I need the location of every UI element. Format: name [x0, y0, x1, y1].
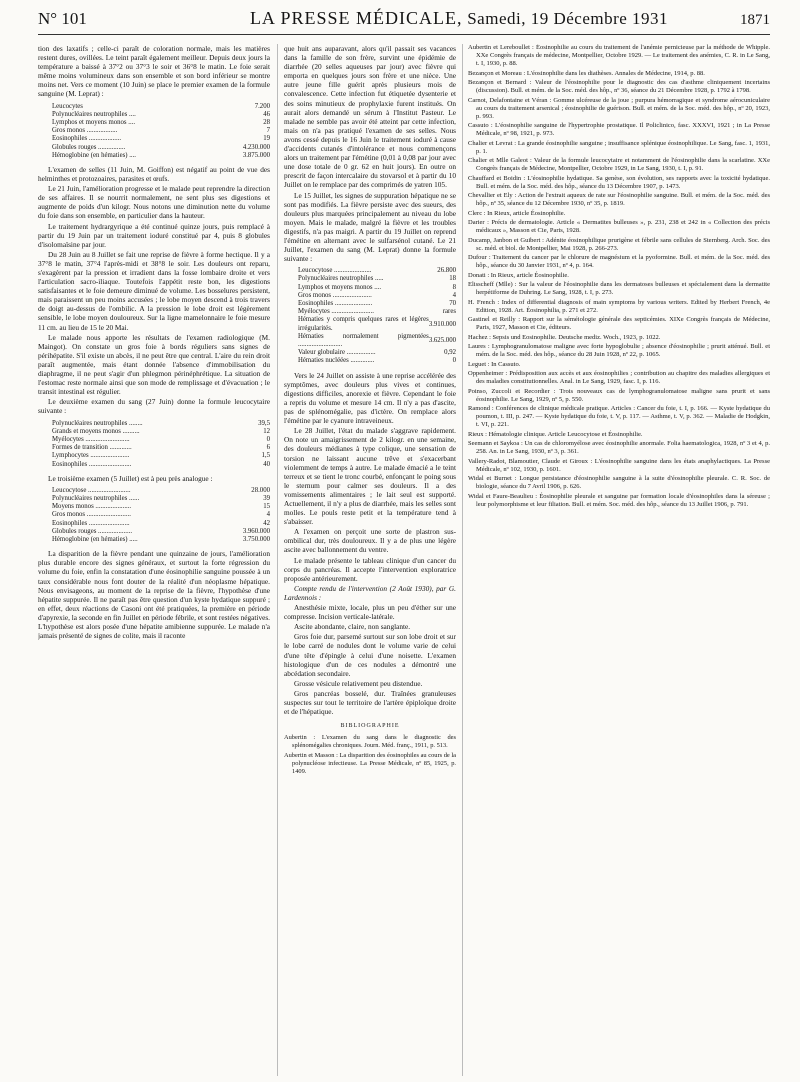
reference-entry: Bezançon et Bernard : Valeur de l'éosinophilie pour le diagnostic des cas d'asthme cliniquement incertains (discussion). Bull. et mém. de la Soc. méd. des hôp., nº 36, séance du 21 Décembre 1928, p. 1792 à 1798.	[468, 79, 770, 94]
row-label: Hématies y compris quelques rares et légères irrégularités.	[298, 316, 429, 332]
row-value: 0,92	[444, 349, 456, 357]
table-row	[284, 316, 456, 332]
row-label: Myélocytes ..........................	[52, 435, 130, 443]
table-row	[38, 452, 270, 460]
row-value: 0	[452, 357, 456, 365]
table-row	[38, 503, 270, 511]
table-row	[38, 528, 270, 536]
table-row	[38, 119, 270, 127]
row-value: 40	[263, 460, 270, 468]
row-value: 28.000	[251, 486, 270, 494]
table-row	[38, 487, 270, 495]
row-label: Polynucléaires neutrophiles .....	[298, 275, 384, 283]
row-value: 4.230.000	[242, 143, 270, 151]
paragraph: Le 21 Juin, l'amélioration progresse et le malade peut reprendre la direction de ses affaires. Il se nourrit normalement, ne sent plus ses digestions et augmente de poids d'un kilogr. Nous notons une diminution nette du volume du foie dans son ensemble, en particulier dans la hauteur.	[38, 184, 270, 221]
row-label: Lymphocytes .......................	[52, 452, 130, 460]
row-value: 70	[449, 300, 456, 308]
paragraph: que huit ans auparavant, alors qu'il passait ses vacances dans la famille de son frère, survint une épidémie de diarrhée (20 selles aqueuses par jour) avec fièvre qui emporta en quelques jours son frère et une nièce. Une autre jeune fille guérit après plusieurs mois de convalescence. Cette infection fut étiquetée dysenterie et des soins minutieux de prophylaxie furent institués. On aurait alors demandé un sérum à l'Institut Pasteur. Le malade ne semble pas avoir été atteint par cette infection, mais on n'a pas pratiqué l'examen de ses selles. Nous avons cessé depuis le 16 Juin le traitement ioduré à cause d'accidents cutanés d'intolérance et nous commençons alors un traitement par l'émétine (0,01 à 0,08 par jour avec une dose totale de 0 gr. 62 en huit jours). En outre on prescrit de façon intercalaire du stovarsol et à partir du 10 Juillet on le remplace par des comprimés de yatren 105.	[284, 44, 456, 190]
row-label: Valeur globulaire .................	[298, 349, 376, 357]
row-value: 15	[263, 503, 270, 511]
table-row	[284, 349, 456, 357]
reference-entry: Carnot, Delafontaine et Véran : Gomme ulcéreuse de la joue ; purpura hémorragique et syndrome aérocuniculaire au cours du traitement arsenical ; éosinophilie de guérison. Bull. et mém. de la Soc. méd. des hôp., nº 20, 1923, p. 993.	[468, 96, 770, 120]
table-row	[284, 300, 456, 308]
row-value: 19	[263, 135, 270, 143]
row-label: Eosinophiles ......................	[298, 300, 373, 308]
column-divider	[277, 44, 278, 1076]
paragraph: La disparition de la fièvre pendant une quinzaine de jours, l'amélioration plus durable encore des signes généraux, et surtout la forte régression du volume du foie, enfin la constatation d'une éosinophilie sanguine poussée à un taux considérable nous font douter de la réalité d'un néoplasme hépatique. Nous envisageons, au moment de la reprise de la fièvre, l'hypothèse d'une hépatite suppurée. Il ne paraît pas être question d'un kyste hydatique suppuré ; en effet, deux réactions de Casoni ont été pratiquées, la première en période d'apyrexie, la seconde en fin Juillet en période fébrile, et sont restées négatives. L'hypothèse est alors posée d'une hépatite amibienne suppurée. Le malade n'a jamais présenté de signes de colite, mais il raconte	[38, 549, 270, 641]
blood-formula-table-1	[38, 103, 270, 160]
reference-entry: Poinso, Zuccoli et Recordier : Trois nouveaux cas de lymphogranulomatose maligne sans prurit et sans éosinophilie. Le Sang, 1929, nº 5, p. 550.	[468, 387, 770, 403]
reference-entry: Donati : In Rieux, article Éosinophilie.	[468, 271, 569, 279]
paragraph: Ascite abondante, claire, non sanglante.	[294, 622, 411, 632]
reference-entry: Aubertin : L'examen du sang dans le diagnostic des splénomégalies chroniques. Journ. Méd. franç., 1911, p. 513.	[284, 734, 456, 750]
column-1	[38, 44, 270, 1076]
paragraph: L'examen de selles (11 Juin, M. Goiffon) est négatif au point de vue des helminthes et protozoaires, parasites et œufs.	[38, 164, 270, 184]
table-row	[284, 357, 456, 365]
row-label: Grands et moyens monos ..........	[52, 427, 140, 435]
reference-entry: Clerc : In Rieux, article Éosinophilie.	[468, 209, 566, 217]
row-value: 39,5	[258, 419, 270, 427]
reference-entry: Ramond : Conférences de clinique médicale pratique. Articles : Cancer du foie, t. I, p. 166. — Kyste hydatique du poumon, t. III, p. 247. — Kyste hydatique du foie, t. V, p. 117. — Asthme, t. V, p. 362. — Maladie de Hodgkin, t. VI, p. 221.	[468, 405, 770, 428]
table-row	[38, 152, 270, 160]
reference-entry: Ducamp, Janbon et Guibert : Adénite éosinophilique prurigène et fébrile sans cellules de Sternberg. Arch. Soc. des sc. méd. et biol. de Montpellier, Mai 1928, p. 266-273.	[468, 236, 770, 252]
row-label: Hématies nucléées ..............	[298, 357, 375, 365]
row-value: 3.625.000	[428, 336, 456, 344]
reference-entry: Rieux : Hématologie clinique. Article Leucocytose et Éosinophilie.	[468, 430, 643, 438]
reference-entry: Hachez : Sepsis und Eosinophilie. Deutsche mediz. Woch., 1923, p. 1022.	[468, 333, 661, 341]
row-value: 8	[452, 283, 456, 291]
table-row	[38, 536, 270, 544]
reference-entry: Bezançon et Moreau : L'éosinophilie dans les diathèses. Annales de Médecine, 1914, p. 88.	[468, 69, 705, 77]
paragraph: Le malade nous apporte les résultats de l'examen radiologique (M. Maingot). On constate un gros foie à bords réguliers sans signes de périhépatite. S'il existe un abcès, il ne peut être que central. L'aire du rein droit paraît augmentée, mais étant donnée l'absence d'immobilisation du diaphragme, il ne peut s'agir d'un phlegmon périnéphrétique. La situation de l'estomac reste normale ainsi que son mode de remplissage et d'évacuation ; le transit intestinal est régulier.	[38, 332, 270, 397]
table-row	[38, 461, 270, 469]
reference-entry: Chevallier et Ely : Action de l'extrait aqueux de rate sur l'éosinophilie sanguine. Bull. et mém. de la Soc. méd. des hôp., nº 35, séance du 12 Décembre 1930, nº 35, p. 1819.	[468, 192, 770, 207]
reference-entry: Elisscheff (Mlle) : Sur la valeur de l'éosinophilie dans les dermatoses bulleuses et spécialement dans la dermatite herpétiforme de Duhring. Le Sang, 1928, t. I, p. 273.	[468, 281, 770, 296]
bibliography-list	[284, 734, 456, 776]
table-row	[284, 308, 456, 316]
paragraph: Le 28 Juillet, l'état du malade s'aggrave rapidement. On note un amaigrissement de 2 kilogr. en une semaine, des douleurs médianes à type colique, une sensation de torsion ne laissant aucune trêve et s'exacerbant violemment de temps à autre. Le malade émacié a le teint terreux et se tient le tronc courbé, enfonçant le poing sous le sternum pour calmer ses douleurs. Il a des vomissements alimentaires ; le lait seul est supporté. Actuellement, il n'y a plus de diarrhée, mais les selles sont molles. Le pouls reste petit et la température tend à s'abaisser.	[284, 426, 456, 527]
row-value: 4	[452, 291, 456, 299]
issue-date: Samedi, 19 Décembre 1931	[467, 9, 669, 28]
page-number: 1871	[740, 12, 770, 28]
column-divider	[462, 44, 463, 1076]
journal-name: LA PRESSE MÉDICALE,	[249, 8, 463, 28]
paragraph: Anesthésie mixte, locale, plus un peu d'éther sur une compresse. Incision verticale-latérale.	[284, 603, 456, 622]
reference-entry: Oppenheimer : Prédisposition aux accès et aux éosinophilies ; contribution au chapitre des maladies allergiques et des maladies constitutionnelles. Anal. in Le Sang, 1929, fasc. I, p. 116.	[468, 370, 770, 385]
row-label: Globules rouges ................	[52, 143, 126, 151]
reference-entry: Chalier et Mlle Galeot : Valeur de la formule leucocytaire et notamment de l'éosinophilie dans la scarlatine. XXe Congrès français de Médecine, Montpellier, Octobre 1929, in Le Sang, 1930, t. I, p. 91.	[468, 157, 770, 172]
row-value: 3.910.000	[428, 320, 456, 328]
row-value: 3.750.000	[242, 536, 270, 544]
table-row	[284, 284, 456, 292]
row-label: Eosinophiles ...................	[52, 135, 122, 143]
table-row	[284, 292, 456, 300]
row-value: 1,5	[261, 452, 270, 460]
page-header	[38, 8, 770, 35]
row-label: Eosinophiles .........................	[52, 460, 132, 468]
paragraph: Du 28 Juin au 8 Juillet se fait une reprise de fièvre à forme hectique. Il y a 37°8 le matin, 37°4 l'après-midi et 38°8 le soir. Les douleurs ont reparu, s'exagèrent par la pression et irradient dans la fosse lombaire droite et vers l'articulation sacro-iliaque. Toutefois l'appétit reste bon, les digestions satisfaisantes et le foie demeure diminué de volume. Les bosselures persistent, mais paraissent un peu moins accusées ; le lobe moyen descend à trois travers de doigt au-dessus de l'ombilic. A la pression le lobe droit est légèrement sensible, le lobe moyen douloureux. Sur la ligne mamelonnaire le foie mesure 11 cm. au lieu de 15 le 20 Mai.	[38, 249, 270, 332]
reference-entry: Cassuto : L'éosinophilie sanguine de l'hypertrophie prostatique. Il Policlinico, fasc. XXXVI, 1921 ; in La Presse Médicale, nº 98, 1921, p. 973.	[468, 122, 770, 137]
blood-formula-table-4	[284, 267, 456, 365]
paragraph: Le 15 Juillet, les signes de suppuration hépatique ne se sont pas modifiés. La fièvre persiste avec des sueurs, des douleurs plus marquées principalement au niveau du lobe moyen. Mais le malade, malgré la fièvre et les troubles digestifs, n'a pas maigri. A partir du 19 Juillet on reprend l'émétine en alternant avec le sulfarsénol cutané. Le 21 Juillet, l'examen du sang (M. Leprat) donne la formule suivante :	[284, 190, 456, 264]
reference-entry: Widal et Burnet : Longue persistance d'éosinophilie sanguine à la suite d'éosinophilie pleurale. C. R. Soc. de biologie, séance du 7 Avril 1906, p. 626.	[468, 475, 770, 490]
paragraph: Grosse vésicule relativement peu distendue.	[294, 678, 423, 688]
row-label: Hémoglobine (en hématies) ....	[52, 151, 136, 159]
row-label: Lymphos et moyens monos ....	[298, 283, 382, 291]
paragraph: Le traitement hydrargyrique a été continué quinze jours, puis remplacé à partir du 19 Juin par un traitement ioduré constitué par 4, puis 8 globules d'isolomaïsine par jour.	[38, 221, 270, 249]
row-label: Moyens monos .....................	[52, 503, 132, 511]
row-label: Globules rouges ....................	[52, 527, 133, 535]
row-label: Hémoglobine (en hématies) .....	[52, 536, 138, 544]
table-row	[38, 144, 270, 152]
row-value: 18	[449, 275, 456, 283]
column-2	[284, 44, 456, 1076]
table-row	[38, 495, 270, 503]
row-label: Leucocytose .........................	[52, 486, 131, 494]
row-label: Gros monos ..................	[52, 127, 118, 135]
row-label: Leucocytose ......................	[298, 267, 372, 275]
row-label: Formes de transition .............	[52, 444, 132, 452]
blood-formula-table-3	[38, 487, 270, 544]
table-row	[38, 103, 270, 111]
paragraph: Le troisième examen (5 Juillet) est à peu près analogue :	[48, 473, 213, 483]
row-label: Myélocytes .........................	[298, 308, 374, 316]
row-label: Lymphos et moyens monos ....	[52, 118, 136, 126]
table-row	[38, 436, 270, 444]
table-row	[38, 135, 270, 143]
reference-entry: Chauffard et Boidin : L'éosinophilie hydatique. Sa genèse, son évolution, ses rapports avec la toxicité hydatique. Bull. et mém. de la Soc. méd. des hôp., séance du 13 Décembre 1907, p. 1473.	[468, 174, 770, 190]
issue-number: N° 101	[38, 9, 87, 28]
row-value: 26.800	[437, 267, 456, 275]
reference-entry: Seemann et Saykoa : Un cas de chloromyélose avec éosinophilie anormale. Folia haematologica, 1928, nº 3 et 4, p. 258. An. in Le Sang, 1930, nº 3, p. 361.	[468, 440, 770, 455]
table-row	[284, 267, 456, 275]
paragraph: Compte rendu de l'intervention (2 Août 1930), par G. Lardennois :	[284, 583, 456, 602]
row-label: Eosinophiles ........................	[52, 519, 130, 527]
reference-entry: Laures : Lymphogranulomatose maligne avec forte hypoglobulie ; absence d'éosinophilie ; prurit atténué. Bull. et mém. de la Soc. méd. des hôp., séance du 28 Juin 1928, nº 22, p. 1065.	[468, 343, 770, 358]
paragraph: Le deuxième examen du sang (27 Juin) donne la formule leucocytaire suivante :	[38, 397, 270, 416]
journal-title	[218, 8, 700, 29]
table-row	[38, 420, 270, 428]
reference-entry: Aubertin et Lereboullet : Éosinophilie au cours du traitement de l'anémie pernicieuse par la méthode de Whipple. XXe Congrès français de médecine, Montpellier, Octobre 1929. — Le traitement des anémies, C. R. in Le Sang, t. I, 1930, p. 88.	[468, 44, 770, 67]
row-label: Polynucléaires neutrophiles ....	[52, 110, 136, 118]
reference-entry: Leguet : In Cassuto.	[468, 360, 521, 368]
row-value: 46	[263, 110, 270, 118]
reference-entry: Gastinel et Reilly : Rapport sur la séméiologie générale des septicémies. XIXe Congrès français de Médecine, Paris, 1927, Masson et Cie, éditeurs.	[468, 316, 770, 331]
row-label: Polynucléaires neutrophiles ......	[52, 495, 140, 503]
row-value: 6	[266, 444, 270, 452]
table-row	[38, 428, 270, 436]
row-value: 3.875.000	[242, 151, 270, 159]
table-row	[38, 444, 270, 452]
row-label: Polynucléaires neutrophiles ........	[52, 419, 143, 427]
reference-entry: Chalier et Levrat : La grande éosinophilie sanguine ; insuffisance splénique éosinophilique. Le Sang, fasc. 1, 1931, p. 1.	[468, 139, 770, 155]
reference-entry: Vallery-Radot, Blamoutier, Claude et Giroux : L'éosinophilie sanguine dans les états anaphylactiques. La Presse Médicale, nº 102, 1930, p. 1601.	[468, 457, 770, 473]
row-value: 7	[266, 127, 270, 135]
reference-entry: Darier : Précis de dermatologie. Article « Dermatites bulleuses », p. 231, 238 et 242 in « Collection des précis médicaux », Masson et Cie, Paris, 1928.	[468, 219, 770, 234]
row-label: Hématies normalement pigmentées ..........................	[298, 332, 429, 349]
row-value: 0	[266, 435, 270, 443]
paragraph: Gros foie dur, parsemé surtout sur son lobe droit et sur le lobe carré de nodules dont le volume varie de celui d'une tête d'épingle à celui d'une noisette. L'examen histologique d'un de ces nodules a démontré une abcédation secondaire.	[284, 632, 456, 678]
row-value: rares	[442, 308, 456, 316]
row-value: 42	[263, 519, 270, 527]
reference-entry: Aubertin et Masson : La disparition des éosinophiles au cours de la polynucléose infectieuse. La Presse Médicale, nº 85, 1925, p. 1409.	[284, 752, 456, 776]
reference-entry: Widal et Faure-Beaulieu : Éosinophilie pleurale et sanguine par formation locale d'éosinophiles dans la séreuse ; leur polymorphisme et leur filiation. Bull. et mém. Soc. méd. des hôp., séance du 13 Juillet 1906, p. 791.	[468, 492, 770, 508]
row-label: Gros monos ..........................	[52, 511, 131, 519]
table-row	[38, 127, 270, 135]
row-value: 12	[263, 427, 270, 435]
blood-formula-table-2	[38, 420, 270, 469]
table-row	[38, 111, 270, 119]
paragraph: Vers le 24 Juillet on assiste à une reprise accélérée des symptômes, avec douleurs plus vives et continues, digestions difficiles, anorexie et fièvre. Cependant le foie a repris du volume et mesure 14 cm. Il n'y a pas d'ascite, pas de splénomégalie, pas d'ictère. On remplace alors l'émétine par le cyanure intraveineux.	[284, 370, 456, 426]
bibliography-heading: BIBLIOGRAPHIE	[340, 723, 400, 730]
table-row	[284, 275, 456, 283]
table-row	[284, 333, 456, 349]
row-value: 28	[263, 118, 270, 126]
row-value: 39	[263, 495, 270, 503]
row-value: 7.200	[254, 102, 270, 110]
row-value: 3.960.000	[242, 527, 270, 535]
row-value: 4	[266, 511, 270, 519]
paragraph: Gros pancréas bosselé, dur. Traînées granuleuses suspectes sur tout le territoire de l'artère épiploïque droite et de l'hépatique.	[284, 688, 456, 717]
row-label: Gros monos .......................	[298, 291, 372, 299]
paragraph: tion des laxatifs ; celle-ci paraît de coloration normale, mais les matières restent dures, ovillées. Le teint paraît également meilleur. Depuis deux jours la température a baissé à 37°2 ou 37°3 le soir et 36°8 le matin. Le foie serait même moins volumineux dans son ensemble et son bord inférieur se montre moins net. Vers ce moment (10 Juin) se place le premier examen de la formule sanguine (M. Leprat) :	[38, 44, 270, 99]
paragraph: A l'examen on perçoit une sorte de plastron sus-ombilical dur, très douloureux. Il y a de plus une légère ascite avec ballonnement du ventre.	[284, 527, 456, 555]
table-row	[38, 511, 270, 519]
row-label: Leucocytes	[52, 102, 83, 110]
reference-entry: Dufour : Traitement du cancer par le chlorure de magnésium et la pyoformine. Bull. et mém. de la Soc. méd. des hôp., séance du 30 Janvier 1931, nº 4, p. 164.	[468, 254, 770, 269]
reference-entry: H. French : Index of differential diagnosis of main symptoms by various writers. Edited by Herbert French, 4e Edition, 1928. Art. Éosinophilia, p. 271 et 272.	[468, 298, 770, 314]
paragraph: Le malade présente le tableau clinique d'un cancer du corps du pancréas. Il accepte l'intervention exploratrice proposée antérieurement.	[284, 555, 456, 583]
table-row	[38, 520, 270, 528]
column-3-references	[468, 44, 770, 1076]
